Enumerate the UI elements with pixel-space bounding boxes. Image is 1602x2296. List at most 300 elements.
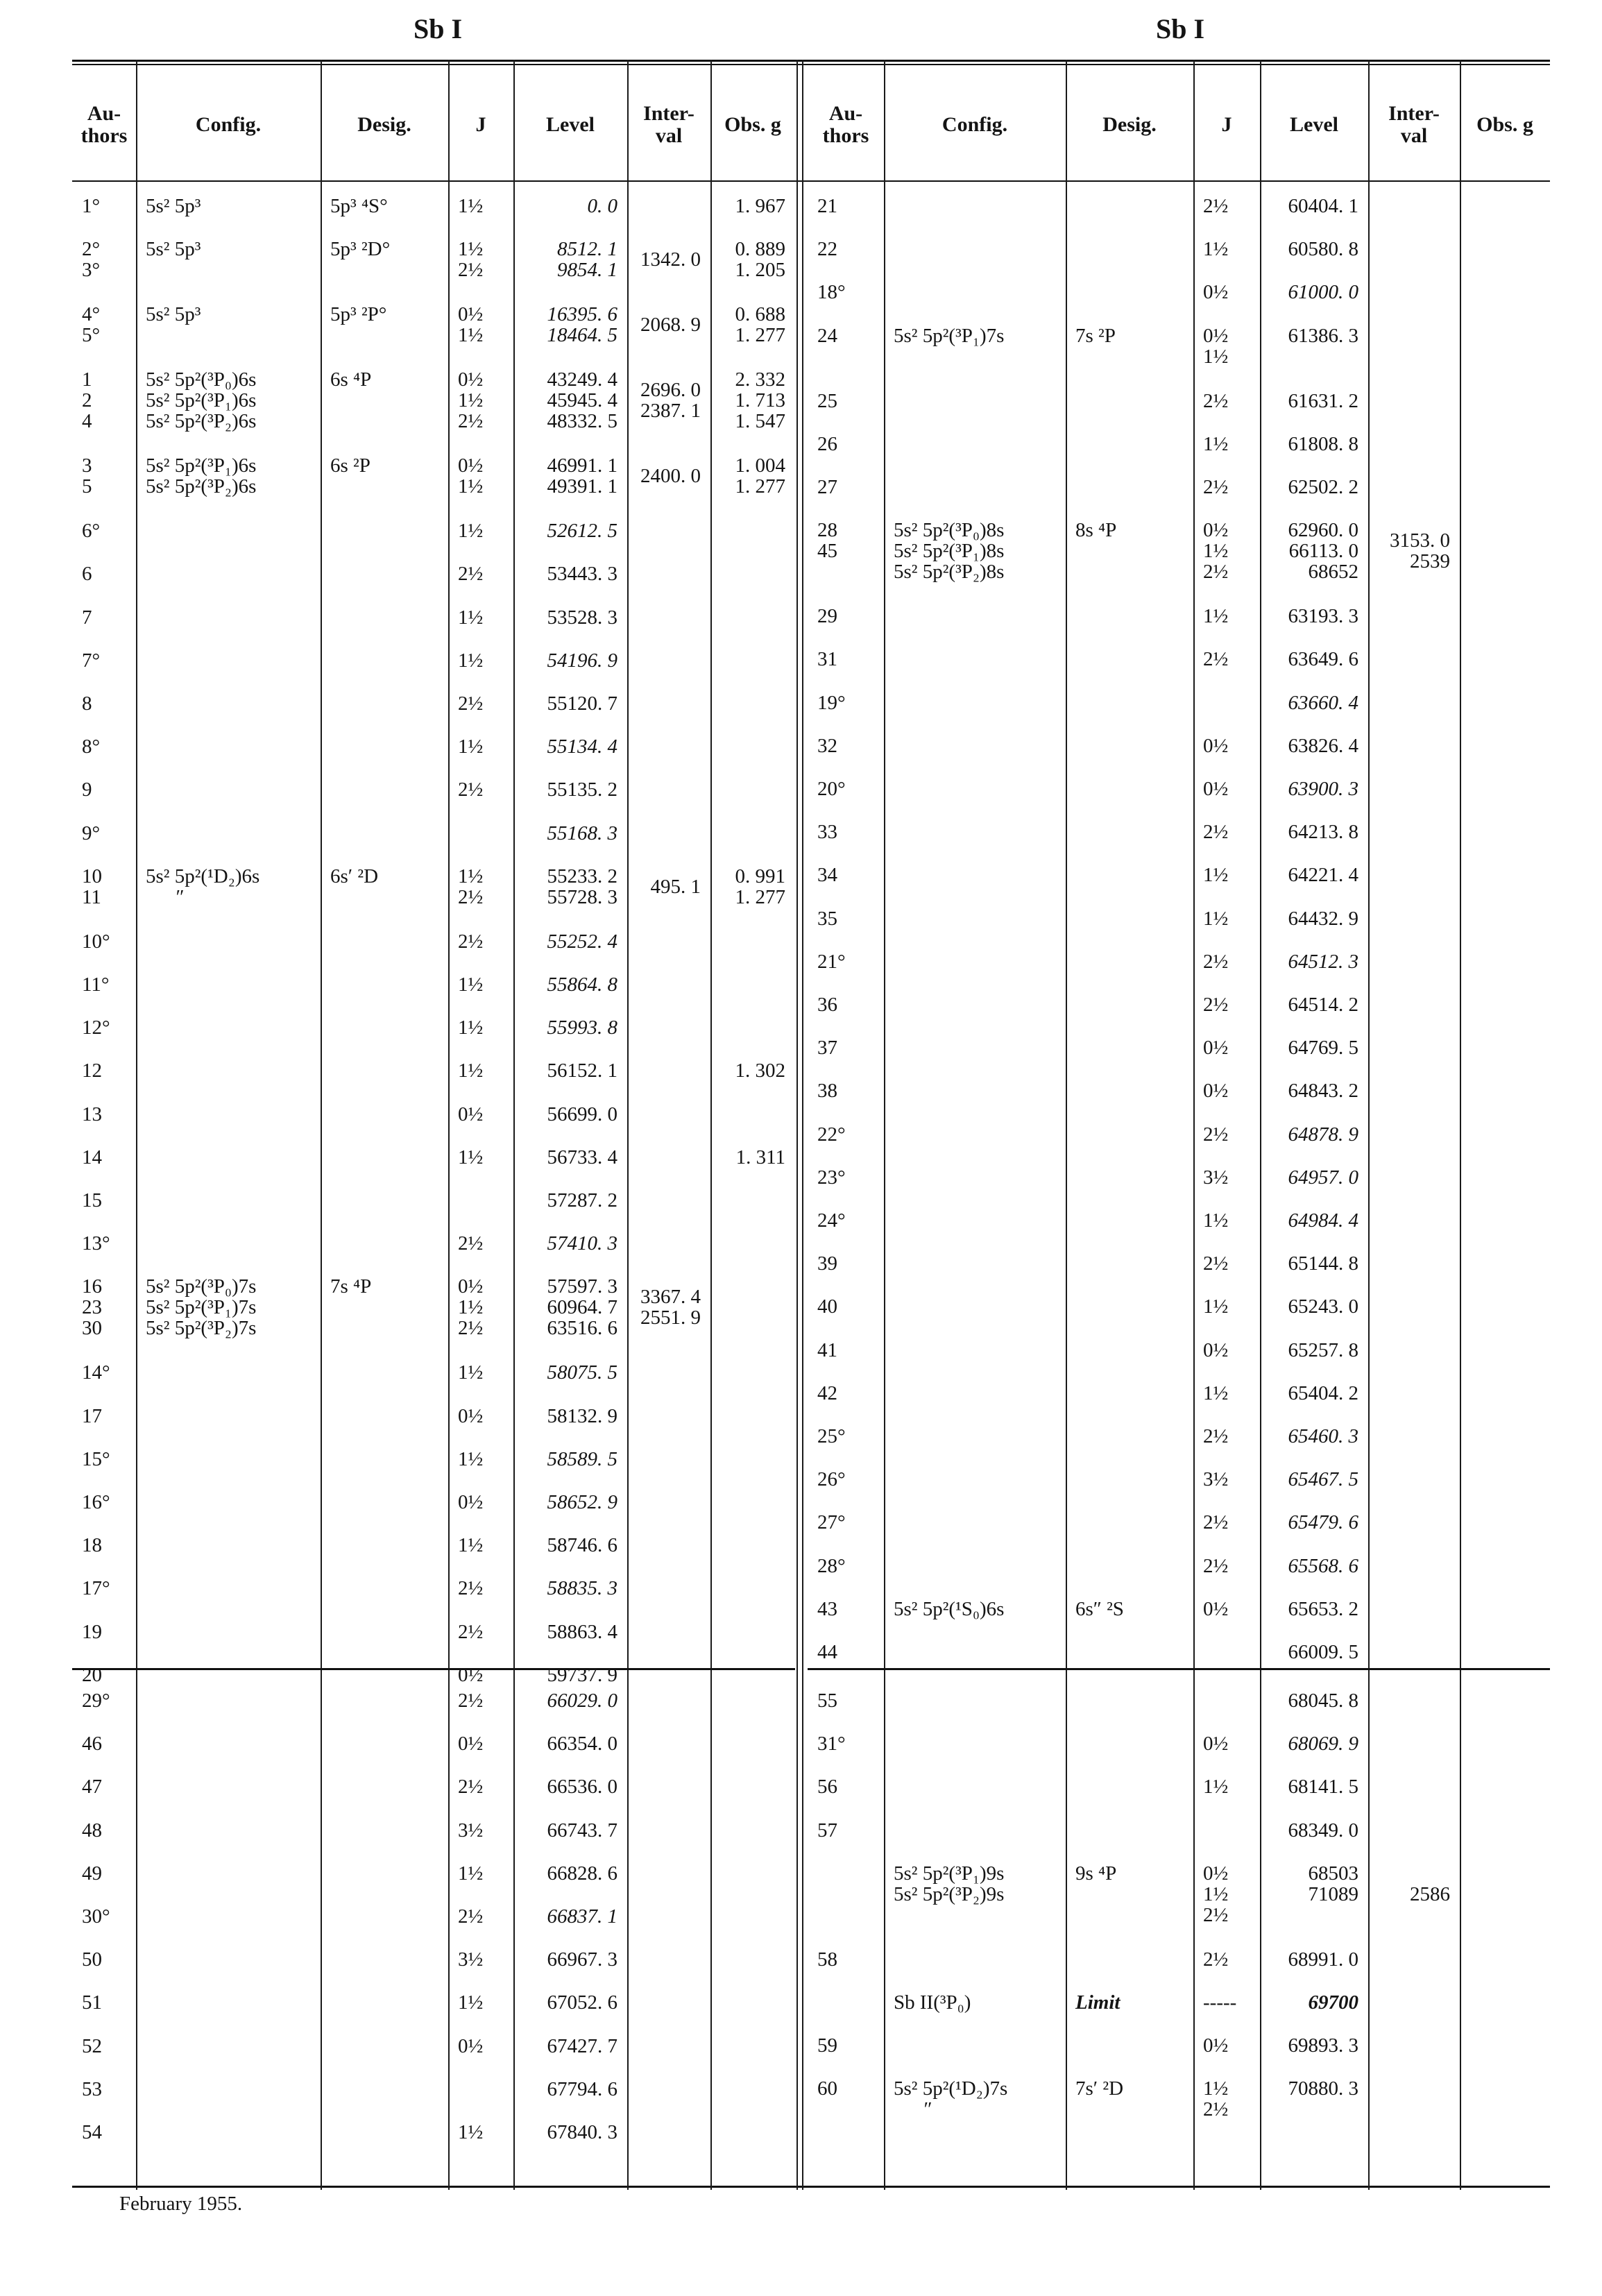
authors-cell: 14 — [82, 1146, 102, 1168]
level-cell: 55168. 3 — [547, 822, 617, 844]
config-cell: 5s² 5p²(³P₁)9s 5s² 5p²(³P₂)9s — [894, 1862, 1005, 1905]
authors-cell: 29 — [817, 605, 837, 628]
level-cell: 65144. 8 — [1288, 1252, 1358, 1275]
j-cell: 2½ — [458, 1232, 484, 1255]
level-cell: 64878. 9 — [1288, 1123, 1358, 1146]
authors-cell: 25 — [817, 389, 837, 412]
j-cell: 1½ — [1203, 605, 1229, 628]
authors-cell: 24° — [817, 1209, 846, 1232]
obs-g-cell: 0. 688 1. 277 — [735, 303, 785, 347]
j-cell: 3½ — [1203, 1166, 1229, 1189]
authors-cell: 30° — [82, 1905, 110, 1928]
authors-cell: 26 — [817, 432, 837, 455]
level-cell: 55135. 2 — [547, 779, 617, 801]
j-cell: 1½ — [1203, 1209, 1229, 1232]
j-cell: 1½ 2½ — [458, 865, 484, 908]
j-cell: 1½ — [458, 735, 484, 758]
level-cell: 61000. 0 — [1288, 281, 1358, 304]
config-cell: 5s² 5p²(¹D₂)6s ″ — [146, 865, 260, 908]
right-header-interval: Inter- val — [1388, 102, 1440, 147]
level-cell: 65460. 3 — [1288, 1425, 1358, 1447]
j-cell: 2½ — [458, 563, 484, 586]
level-cell: 65653. 2 — [1288, 1597, 1358, 1620]
j-cell: 1½ — [1203, 432, 1229, 455]
j-cell: 0½ 1½ 2½ — [458, 1275, 484, 1340]
authors-cell: 21° — [817, 950, 846, 973]
authors-cell: 54 — [82, 2121, 102, 2143]
authors-cell: 1 2 4 — [82, 368, 92, 433]
interval-cell: 3367. 4 2551. 9 — [640, 1286, 701, 1329]
level-cell: 65479. 6 — [1288, 1511, 1358, 1534]
authors-cell: 3 5 — [82, 454, 92, 498]
right-col-divider — [1193, 60, 1195, 2190]
level-cell: 58835. 3 — [547, 1577, 617, 1600]
left-header-desig: Desig. — [357, 113, 411, 136]
obs-g-cell: 1. 302 — [735, 1060, 785, 1082]
config-cell: 5s² 5p³ — [146, 195, 201, 217]
authors-cell: 20 — [82, 1663, 102, 1686]
level-cell: 46991. 1 49391. 1 — [547, 454, 617, 498]
level-cell: 68141. 5 — [1288, 1776, 1358, 1798]
authors-cell: 60 — [817, 2077, 837, 2100]
authors-cell: 29° — [82, 1690, 110, 1712]
left-col-divider — [136, 60, 137, 2190]
level-cell: 70880. 3 — [1288, 2077, 1358, 2100]
j-cell: 0½ 1½ 2½ — [1203, 1862, 1229, 1926]
right-title: Sb I — [1156, 13, 1205, 44]
j-cell: 0½ 1½ 2½ — [458, 368, 484, 433]
center-divider — [796, 60, 798, 2190]
level-cell: 65257. 8 — [1288, 1338, 1358, 1361]
desig-cell: 8s ⁴P — [1075, 519, 1117, 542]
j-cell: 1½ — [1203, 864, 1229, 887]
j-cell: 1½ — [458, 1991, 484, 2014]
config-cell: 5s² 5p²(¹S₀)6s — [894, 1597, 1005, 1620]
level-cell: 55233. 2 55728. 3 — [547, 865, 617, 908]
j-cell: 1½ 2½ — [1203, 2077, 1229, 2121]
desig-cell: 5p³ ²P° — [330, 303, 387, 326]
authors-cell: 13° — [82, 1232, 110, 1255]
j-cell: 1½ — [1203, 1381, 1229, 1404]
j-cell: 0½ — [1203, 281, 1229, 304]
j-cell: 2½ — [1203, 648, 1229, 671]
level-cell: 66828. 6 — [547, 1862, 617, 1885]
desig-cell: 7s ²P — [1075, 324, 1116, 347]
level-cell: 55134. 4 — [547, 735, 617, 758]
j-cell: 2½ — [458, 1776, 484, 1798]
level-cell: 66009. 5 — [1288, 1641, 1358, 1663]
j-cell: 0½ — [1203, 1597, 1229, 1620]
obs-g-cell: 1. 004 1. 277 — [735, 454, 785, 498]
level-cell: 55993. 8 — [547, 1017, 617, 1039]
level-cell: 63900. 3 — [1288, 778, 1358, 800]
j-cell: 1½ — [458, 1060, 484, 1082]
authors-cell: 18 — [82, 1534, 102, 1557]
level-cell: 64957. 0 — [1288, 1166, 1358, 1189]
left-col-divider — [321, 60, 322, 2190]
level-cell: 68069. 9 — [1288, 1733, 1358, 1755]
j-cell: 2½ — [458, 1690, 484, 1712]
authors-cell: 8 — [82, 692, 92, 715]
level-cell: 66743. 7 — [547, 1819, 617, 1842]
authors-cell: 51 — [82, 1991, 102, 2014]
desig-cell: 9s ⁴P — [1075, 1862, 1117, 1885]
authors-cell: 20° — [817, 778, 846, 800]
authors-cell: 16° — [82, 1491, 110, 1513]
level-cell: 58746. 6 — [547, 1534, 617, 1557]
level-cell: 66967. 3 — [547, 1948, 617, 1971]
level-cell: 58652. 9 — [547, 1491, 617, 1513]
level-cell: 61631. 2 — [1288, 389, 1358, 412]
level-cell: 64213. 8 — [1288, 821, 1358, 844]
authors-cell: 2° 3° — [82, 238, 101, 282]
right-header-obs_g: Obs. g — [1476, 113, 1533, 136]
level-cell: 53528. 3 — [547, 606, 617, 629]
j-cell: 0½ — [458, 1103, 484, 1125]
level-cell: 56733. 4 — [547, 1146, 617, 1168]
authors-cell: 7 — [82, 606, 92, 629]
authors-cell: 8° — [82, 735, 101, 758]
j-cell: 2½ — [1203, 1511, 1229, 1534]
j-cell: 2½ — [1203, 1554, 1229, 1577]
j-cell: 2½ — [458, 1577, 484, 1600]
interval-cell: 495. 1 — [650, 875, 701, 898]
j-cell: 0½ — [1203, 1037, 1229, 1060]
desig-cell: Limit — [1075, 1991, 1120, 2014]
level-cell: 64769. 5 — [1288, 1037, 1358, 1060]
header-rule — [72, 180, 1550, 182]
authors-cell: 38 — [817, 1080, 837, 1103]
j-cell: 2½ — [458, 1905, 484, 1928]
authors-cell: 42 — [817, 1381, 837, 1404]
config-cell: 5s² 5p²(³P₁)7s — [894, 324, 1005, 347]
authors-cell: 53 — [82, 2077, 102, 2100]
level-cell: 60580. 8 — [1288, 238, 1358, 261]
j-cell: 1½ — [1203, 238, 1229, 261]
desig-cell: 6s″ ²S — [1075, 1597, 1124, 1620]
obs-g-cell: 2. 332 1. 713 1. 547 — [735, 368, 785, 433]
authors-cell: 57 — [817, 1819, 837, 1842]
level-cell: 57597. 3 60964. 7 63516. 6 — [547, 1275, 617, 1340]
j-cell: 0½ 1½ 2½ — [1203, 519, 1229, 584]
level-cell: 64432. 9 — [1288, 907, 1358, 930]
level-cell: 55252. 4 — [547, 930, 617, 953]
j-cell: 0½ — [1203, 1338, 1229, 1361]
desig-cell: 6s′ ²D — [330, 865, 379, 887]
level-cell: 8512. 1 9854. 1 — [557, 238, 617, 282]
config-cell: 5s² 5p²(³P₀)7s 5s² 5p²(³P₁)7s 5s² 5p²(³P₂)7s — [146, 1275, 257, 1340]
level-cell: 58589. 5 — [547, 1447, 617, 1470]
j-cell: 3½ — [1203, 1468, 1229, 1491]
authors-cell: 37 — [817, 1037, 837, 1060]
authors-cell: 16 23 30 — [82, 1275, 102, 1340]
j-cell: 2½ — [1203, 476, 1229, 498]
interval-cell: 2586 — [1410, 1882, 1450, 1905]
config-cell: 5s² 5p²(³P₀)8s 5s² 5p²(³P₁)8s 5s² 5p²(³P₂)8s — [894, 519, 1005, 584]
authors-cell: 47 — [82, 1776, 102, 1798]
j-cell: 2½ — [458, 692, 484, 715]
authors-cell: 1° — [82, 195, 101, 217]
authors-cell: 12 — [82, 1060, 102, 1082]
left-col-divider — [710, 60, 712, 2190]
left-block-rule — [72, 1668, 795, 1670]
j-cell: 1½ — [1203, 1295, 1229, 1318]
left-header-j: J — [475, 113, 486, 136]
left-header-level: Level — [546, 113, 595, 136]
authors-cell: 22 — [817, 238, 837, 261]
interval-cell: 3153. 0 2539 — [1390, 529, 1450, 573]
authors-cell: 23° — [817, 1166, 846, 1189]
j-cell: 0½ — [1203, 2034, 1229, 2057]
authors-cell: 39 — [817, 1252, 837, 1275]
j-cell: 1½ — [458, 1447, 484, 1470]
j-cell: 3½ — [458, 1819, 484, 1842]
level-cell: 66354. 0 — [547, 1733, 617, 1755]
right-col-divider — [1368, 60, 1370, 2190]
right-col-divider — [1260, 60, 1261, 2190]
level-cell: 58863. 4 — [547, 1620, 617, 1643]
j-cell: 1½ — [458, 1361, 484, 1384]
left-header-interval: Inter- val — [643, 102, 695, 147]
j-cell: 0½ 1½ — [458, 303, 484, 347]
authors-cell: 25° — [817, 1425, 846, 1447]
level-cell: 55864. 8 — [547, 973, 617, 996]
footer-date: February 1955. — [119, 2193, 243, 2215]
authors-cell: 41 — [817, 1338, 837, 1361]
j-cell: 2½ — [1203, 195, 1229, 217]
obs-g-cell: 0. 991 1. 277 — [735, 865, 785, 908]
authors-cell: 43 — [817, 1597, 837, 1620]
authors-cell: 22° — [817, 1123, 846, 1146]
config-cell: 5s² 5p²(¹D₂)7s ″ — [894, 2077, 1008, 2121]
j-cell: 1½ — [458, 1534, 484, 1557]
j-cell: 2½ — [458, 1620, 484, 1643]
left-title: Sb I — [414, 13, 463, 44]
j-cell: 2½ — [1203, 994, 1229, 1016]
authors-cell: 6 — [82, 563, 92, 586]
level-cell: 65404. 2 — [1288, 1381, 1358, 1404]
j-cell: 1½ 2½ — [458, 238, 484, 282]
authors-cell: 4° 5° — [82, 303, 101, 347]
level-cell: 65243. 0 — [1288, 1295, 1358, 1318]
left-header-config: Config. — [195, 113, 262, 136]
j-cell: 1½ — [458, 2121, 484, 2143]
j-cell: 2½ — [1203, 389, 1229, 412]
level-cell: 0. 0 — [587, 195, 617, 217]
config-cell: 5s² 5p²(³P₁)6s 5s² 5p²(³P₂)6s — [146, 454, 257, 498]
level-cell: 68503 71089 — [1308, 1862, 1358, 1905]
level-cell: 64984. 4 — [1288, 1209, 1358, 1232]
level-cell: 64843. 2 — [1288, 1080, 1358, 1103]
desig-cell: 6s ⁴P — [330, 368, 372, 391]
authors-cell: 7° — [82, 649, 101, 672]
authors-cell: 59 — [817, 2034, 837, 2057]
authors-cell: 14° — [82, 1361, 110, 1384]
authors-cell: 24 — [817, 324, 837, 347]
level-cell: 63193. 3 — [1288, 605, 1358, 628]
authors-cell: 28° — [817, 1554, 846, 1577]
authors-cell: 15 — [82, 1189, 102, 1211]
desig-cell: 7s ⁴P — [330, 1275, 372, 1298]
config-cell: 5s² 5p³ — [146, 238, 201, 261]
j-cell: 0½ — [458, 1491, 484, 1513]
interval-cell: 1342. 0 — [640, 248, 701, 271]
table-top-rule — [72, 60, 1550, 62]
left-col-divider — [627, 60, 629, 2190]
j-cell: 2½ — [1203, 821, 1229, 844]
level-cell: 58132. 9 — [547, 1404, 617, 1427]
right-col-divider — [1066, 60, 1067, 2190]
right-col-divider — [884, 60, 885, 2190]
level-cell: 69893. 3 — [1288, 2034, 1358, 2057]
level-cell: 60404. 1 — [1288, 195, 1358, 217]
level-cell: 63649. 6 — [1288, 648, 1358, 671]
j-cell: 1½ — [458, 1017, 484, 1039]
level-cell: 59737. 9 — [547, 1663, 617, 1686]
j-cell: 0½ — [1203, 778, 1229, 800]
table-bottom-rule — [72, 2186, 1550, 2188]
table-top-rule-2 — [72, 64, 1550, 65]
authors-cell: 32 — [817, 734, 837, 757]
authors-cell: 19 — [82, 1620, 102, 1643]
level-cell: 68991. 0 — [1288, 1948, 1358, 1971]
level-cell: 64221. 4 — [1288, 864, 1358, 887]
j-cell: 0½ 1½ — [458, 454, 484, 498]
j-cell: 1½ — [458, 649, 484, 672]
authors-cell: 55 — [817, 1690, 837, 1712]
level-cell: 54196. 9 — [547, 649, 617, 672]
level-cell: 57410. 3 — [547, 1232, 617, 1255]
level-cell: 68349. 0 — [1288, 1819, 1358, 1842]
authors-cell: 15° — [82, 1447, 110, 1470]
level-cell: 66029. 0 — [547, 1690, 617, 1712]
authors-cell: 35 — [817, 907, 837, 930]
j-cell: 1½ — [458, 606, 484, 629]
j-cell: 2½ — [1203, 950, 1229, 973]
authors-cell: 46 — [82, 1733, 102, 1755]
authors-cell: 27 — [817, 476, 837, 498]
authors-cell: 34 — [817, 864, 837, 887]
level-cell: 43249. 4 45945. 4 48332. 5 — [547, 368, 617, 433]
desig-cell: 7s′ ²D — [1075, 2077, 1124, 2100]
j-cell: 0½ — [1203, 1733, 1229, 1755]
level-cell: 56152. 1 — [547, 1060, 617, 1082]
authors-cell: 27° — [817, 1511, 846, 1534]
j-cell: 2½ — [1203, 1948, 1229, 1971]
authors-cell: 13 — [82, 1103, 102, 1125]
level-cell: 67052. 6 — [547, 1991, 617, 2014]
authors-cell: 48 — [82, 1819, 102, 1842]
authors-cell: 12° — [82, 1017, 110, 1039]
j-cell: 3½ — [458, 1948, 484, 1971]
level-cell: 69700 — [1308, 1991, 1358, 2014]
authors-cell: 36 — [817, 994, 837, 1016]
j-cell: 1½ — [458, 973, 484, 996]
j-cell: 0½ — [458, 1663, 484, 1686]
authors-cell: 31° — [817, 1733, 846, 1755]
j-cell: 0½ 1½ — [1203, 324, 1229, 368]
j-cell: 2½ — [1203, 1252, 1229, 1275]
authors-cell: 56 — [817, 1776, 837, 1798]
level-cell: 67427. 7 — [547, 2034, 617, 2057]
right-header-j: J — [1221, 113, 1232, 136]
level-cell: 65467. 5 — [1288, 1468, 1358, 1491]
level-cell: 67794. 6 — [547, 2077, 617, 2100]
authors-cell: 58 — [817, 1948, 837, 1971]
authors-cell: 11° — [82, 973, 110, 996]
authors-cell: 31 — [817, 648, 837, 671]
authors-cell: 10° — [82, 930, 110, 953]
j-cell: 2½ — [458, 779, 484, 801]
right-header-desig: Desig. — [1102, 113, 1157, 136]
j-cell: 0½ — [458, 1404, 484, 1427]
desig-cell: 5p³ ²D° — [330, 238, 391, 261]
authors-cell: 44 — [817, 1641, 837, 1663]
j-cell: 0½ — [458, 2034, 484, 2057]
interval-cell: 2068. 9 — [640, 314, 701, 337]
authors-cell: 21 — [817, 195, 837, 217]
levels-table — [72, 60, 1550, 2190]
authors-cell: 52 — [82, 2034, 102, 2057]
left-header-obs_g: Obs. g — [724, 113, 781, 136]
level-cell: 62960. 0 66113. 0 68652 — [1288, 519, 1358, 584]
j-cell: 0½ — [1203, 734, 1229, 757]
left-col-divider — [448, 60, 450, 2190]
authors-cell: 19° — [817, 691, 846, 714]
level-cell: 63660. 4 — [1288, 691, 1358, 714]
authors-cell: 40 — [817, 1295, 837, 1318]
right-block-rule — [808, 1668, 1550, 1670]
config-cell: 5s² 5p³ — [146, 303, 201, 326]
authors-cell: 26° — [817, 1468, 846, 1491]
left-header-authors: Au- thors — [80, 102, 128, 147]
authors-cell: 17° — [82, 1577, 110, 1600]
level-cell: 63826. 4 — [1288, 734, 1358, 757]
obs-g-cell: 0. 889 1. 205 — [735, 238, 785, 282]
j-cell: 1½ — [458, 195, 484, 217]
authors-cell: 9° — [82, 822, 101, 844]
j-cell: 1½ — [458, 520, 484, 543]
config-cell: 5s² 5p²(³P₀)6s 5s² 5p²(³P₁)6s 5s² 5p²(³P₂)6s — [146, 368, 257, 433]
authors-cell: 9 — [82, 779, 92, 801]
level-cell: 62502. 2 — [1288, 476, 1358, 498]
center-divider-2 — [802, 60, 803, 2190]
j-cell: 2½ — [458, 930, 484, 953]
j-cell: 1½ — [458, 1862, 484, 1885]
interval-cell: 2696. 0 2387. 1 — [640, 379, 701, 423]
level-cell: 53443. 3 — [547, 563, 617, 586]
right-header-config: Config. — [941, 113, 1008, 136]
right-col-divider — [1460, 60, 1461, 2190]
desig-cell: 5p³ ⁴S° — [330, 195, 388, 217]
authors-cell: 17 — [82, 1404, 102, 1427]
desig-cell: 6s ²P — [330, 454, 370, 477]
obs-g-cell: 1. 967 — [735, 195, 785, 217]
obs-g-cell: 1. 311 — [735, 1146, 785, 1168]
authors-cell: 10 11 — [82, 865, 102, 908]
level-cell: 66536. 0 — [547, 1776, 617, 1798]
level-cell: 58075. 5 — [547, 1361, 617, 1384]
level-cell: 57287. 2 — [547, 1189, 617, 1211]
level-cell: 52612. 5 — [547, 520, 617, 543]
level-cell: 68045. 8 — [1288, 1690, 1358, 1712]
authors-cell: 50 — [82, 1948, 102, 1971]
level-cell: 64514. 2 — [1288, 994, 1358, 1016]
level-cell: 64512. 3 — [1288, 950, 1358, 973]
right-header-authors: Au- thors — [822, 102, 869, 147]
j-cell: ----- — [1203, 1991, 1237, 2014]
j-cell: 0½ — [1203, 1080, 1229, 1103]
